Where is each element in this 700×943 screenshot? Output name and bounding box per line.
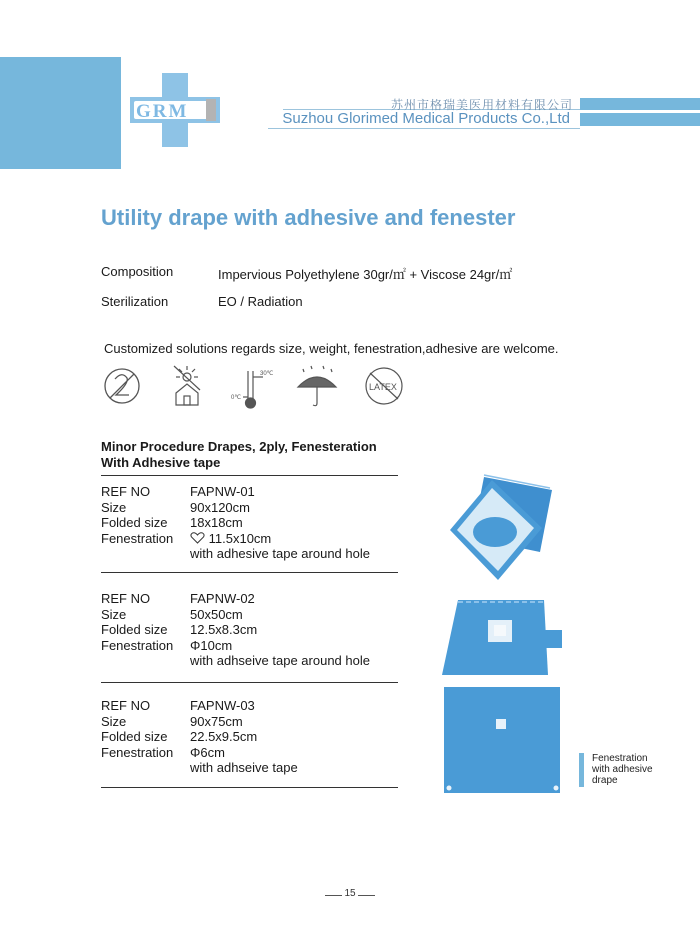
square-drape-photo [442,600,562,675]
divider [101,475,398,476]
ref-label: REF NO [101,591,151,606]
sterilization-label: Sterilization [101,294,169,309]
temp-low-label: 0℃ [231,395,242,401]
section-title-line1: Minor Procedure Drapes, 2ply, Fenesteration [101,439,377,454]
drape-product-photos [422,470,582,800]
caption-line: with adhesive [592,764,653,775]
composition-value: Impervious Polyethylene 30gr/㎡ + Viscose 24gr/㎡ [218,267,513,282]
divider [101,682,398,683]
size-value: 90x75cm [190,713,243,729]
photo-caption [592,753,672,786]
fenestration-size: 11.5x10cm [208,530,272,546]
logo-text: GRM [136,101,189,122]
folded-size-label: Folded size [101,622,168,637]
page-title: Utility drape with adhesive and fenester [101,205,516,230]
temperature-limit-icon [231,371,274,408]
symbol-icons-row [100,363,410,413]
size-value: 50x50cm [190,606,243,622]
heart-icon [190,532,205,544]
company-name-english: Suzhou Glorimed Medical Products Co.,Ltd [282,110,570,127]
header-bar-bottom [580,113,700,126]
folded-drape-photo [450,475,552,580]
latex-label: LATEX [369,382,397,392]
size-label: Size [101,499,127,515]
ref-label: REF NO [101,484,151,499]
ref-label: REF NO [101,698,151,713]
folded-size-label: Folded size [101,515,168,530]
page-number: 15 [344,888,356,899]
size-label: Size [101,606,127,622]
fenestration-value: Φ10cm [190,637,233,653]
caption-marker [579,753,584,787]
divider [101,787,398,788]
caption-line: drape [592,775,618,786]
sterilization-value: EO / Radiation [218,294,303,309]
keep-dry-icon [298,366,336,406]
do-not-reuse-icon [105,369,139,403]
folded-size-value: 18x18cm [190,515,243,530]
fenestration-note: with adhesive tape around hole [190,546,370,561]
product-1-labels [101,484,173,546]
folded-size-value: 22.5x9.5cm [190,729,258,744]
ref-value: FAPNW-03 [190,698,255,713]
size-label: Size [101,713,127,729]
section-title-line2: With Adhesive tape [101,455,221,470]
product-2-labels [101,591,173,653]
fenestration-label: Fenestration [101,637,174,653]
header-rule-bottom [268,128,580,129]
header-bar-top [580,98,700,110]
fenestration-value [190,531,370,547]
fenestration-value: Φ6cm [190,744,225,760]
product-3-values [190,698,298,776]
composition-label: Composition [101,264,174,279]
fenestration-label: Fenestration [101,530,174,546]
keep-away-from-sunlight-icon [174,366,200,405]
product-1-values [190,484,370,562]
folded-size-value: 12.5x8.3cm [190,622,258,637]
section-title [101,439,401,471]
size-value: 90x120cm [190,499,250,515]
fenestration-note: with adhseive tape [190,760,298,775]
header-color-block [0,57,121,169]
caption-line: Fenestration [592,753,648,764]
ref-value: FAPNW-02 [190,591,255,606]
page-number-rule-left [325,895,342,896]
folded-size-label: Folded size [101,729,168,744]
product-3-labels [101,698,173,760]
customization-note: Customized solutions regards size, weight, fenestration,adhesive are welcome. [104,341,559,356]
company-name-chinese: 苏州市格瑞美医用材料有限公司 [390,98,573,112]
large-drape-photo [444,687,560,793]
latex-free-icon [366,368,402,404]
company-logo [130,73,220,147]
ref-value: FAPNW-01 [190,484,255,499]
divider [101,572,398,573]
product-2-values [190,591,370,669]
temp-high-label: 30℃ [260,371,274,377]
fenestration-note: with adhseive tape around hole [190,653,370,668]
fenestration-label: Fenestration [101,744,174,760]
page-number-rule-right [358,895,375,896]
